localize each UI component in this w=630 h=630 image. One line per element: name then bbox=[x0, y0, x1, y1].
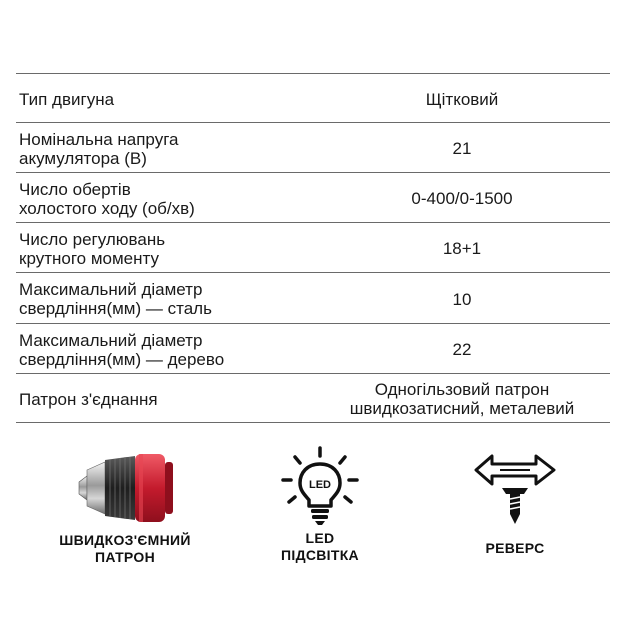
spec-value: Одногільзовий патрон швидкозатисний, металевий bbox=[349, 380, 575, 418]
spec-value: 21 bbox=[452, 139, 472, 158]
spec-label: Число обертів холостого ходу (об/хв) bbox=[19, 179, 195, 218]
bulb-text: LED bbox=[309, 479, 331, 491]
feature-label: РЕВЕРС bbox=[485, 540, 545, 556]
spec-label: Номінальна напруга акумулятора (В) bbox=[19, 129, 179, 168]
feature-label: ПІДСВІТКА bbox=[281, 547, 359, 563]
spec-row bbox=[16, 374, 610, 423]
spec-label: Тип двигуна bbox=[19, 89, 115, 109]
spec-value: 22 bbox=[452, 340, 472, 359]
feature-reverse bbox=[455, 448, 575, 557]
spec-label: Число регулювань крутного моменту bbox=[19, 229, 166, 268]
feature-label: LED bbox=[305, 530, 335, 546]
spec-value: Щітковий bbox=[425, 89, 499, 109]
spec-label: Максимальний діаметр свердління(мм) — сталь bbox=[19, 280, 212, 318]
feature-led-light bbox=[265, 444, 375, 564]
spec-value: 10 bbox=[452, 289, 472, 309]
spec-row bbox=[16, 74, 610, 123]
feature-label: ШВИДКОЗ'ЄМНИЙ bbox=[59, 532, 191, 548]
feature-label: ПАТРОН bbox=[95, 549, 155, 565]
spec-row bbox=[16, 173, 610, 223]
spec-value: 0-400/0-1500 bbox=[411, 189, 513, 208]
spec-row bbox=[16, 223, 610, 273]
keyless-chuck-icon bbox=[65, 448, 185, 528]
feature-keyless-chuck bbox=[30, 448, 220, 566]
spec-row bbox=[16, 273, 610, 324]
spec-label: Максимальний діаметр свердління(мм) — дерево bbox=[19, 330, 225, 369]
led-bulb-icon bbox=[275, 444, 365, 528]
spec-row bbox=[16, 324, 610, 374]
reverse-arrows-icon bbox=[470, 448, 560, 528]
spec-label: Патрон з'єднання bbox=[19, 389, 158, 409]
spec-row bbox=[16, 123, 610, 173]
specifications-table bbox=[16, 73, 610, 423]
spec-value: 18+1 bbox=[442, 239, 482, 258]
